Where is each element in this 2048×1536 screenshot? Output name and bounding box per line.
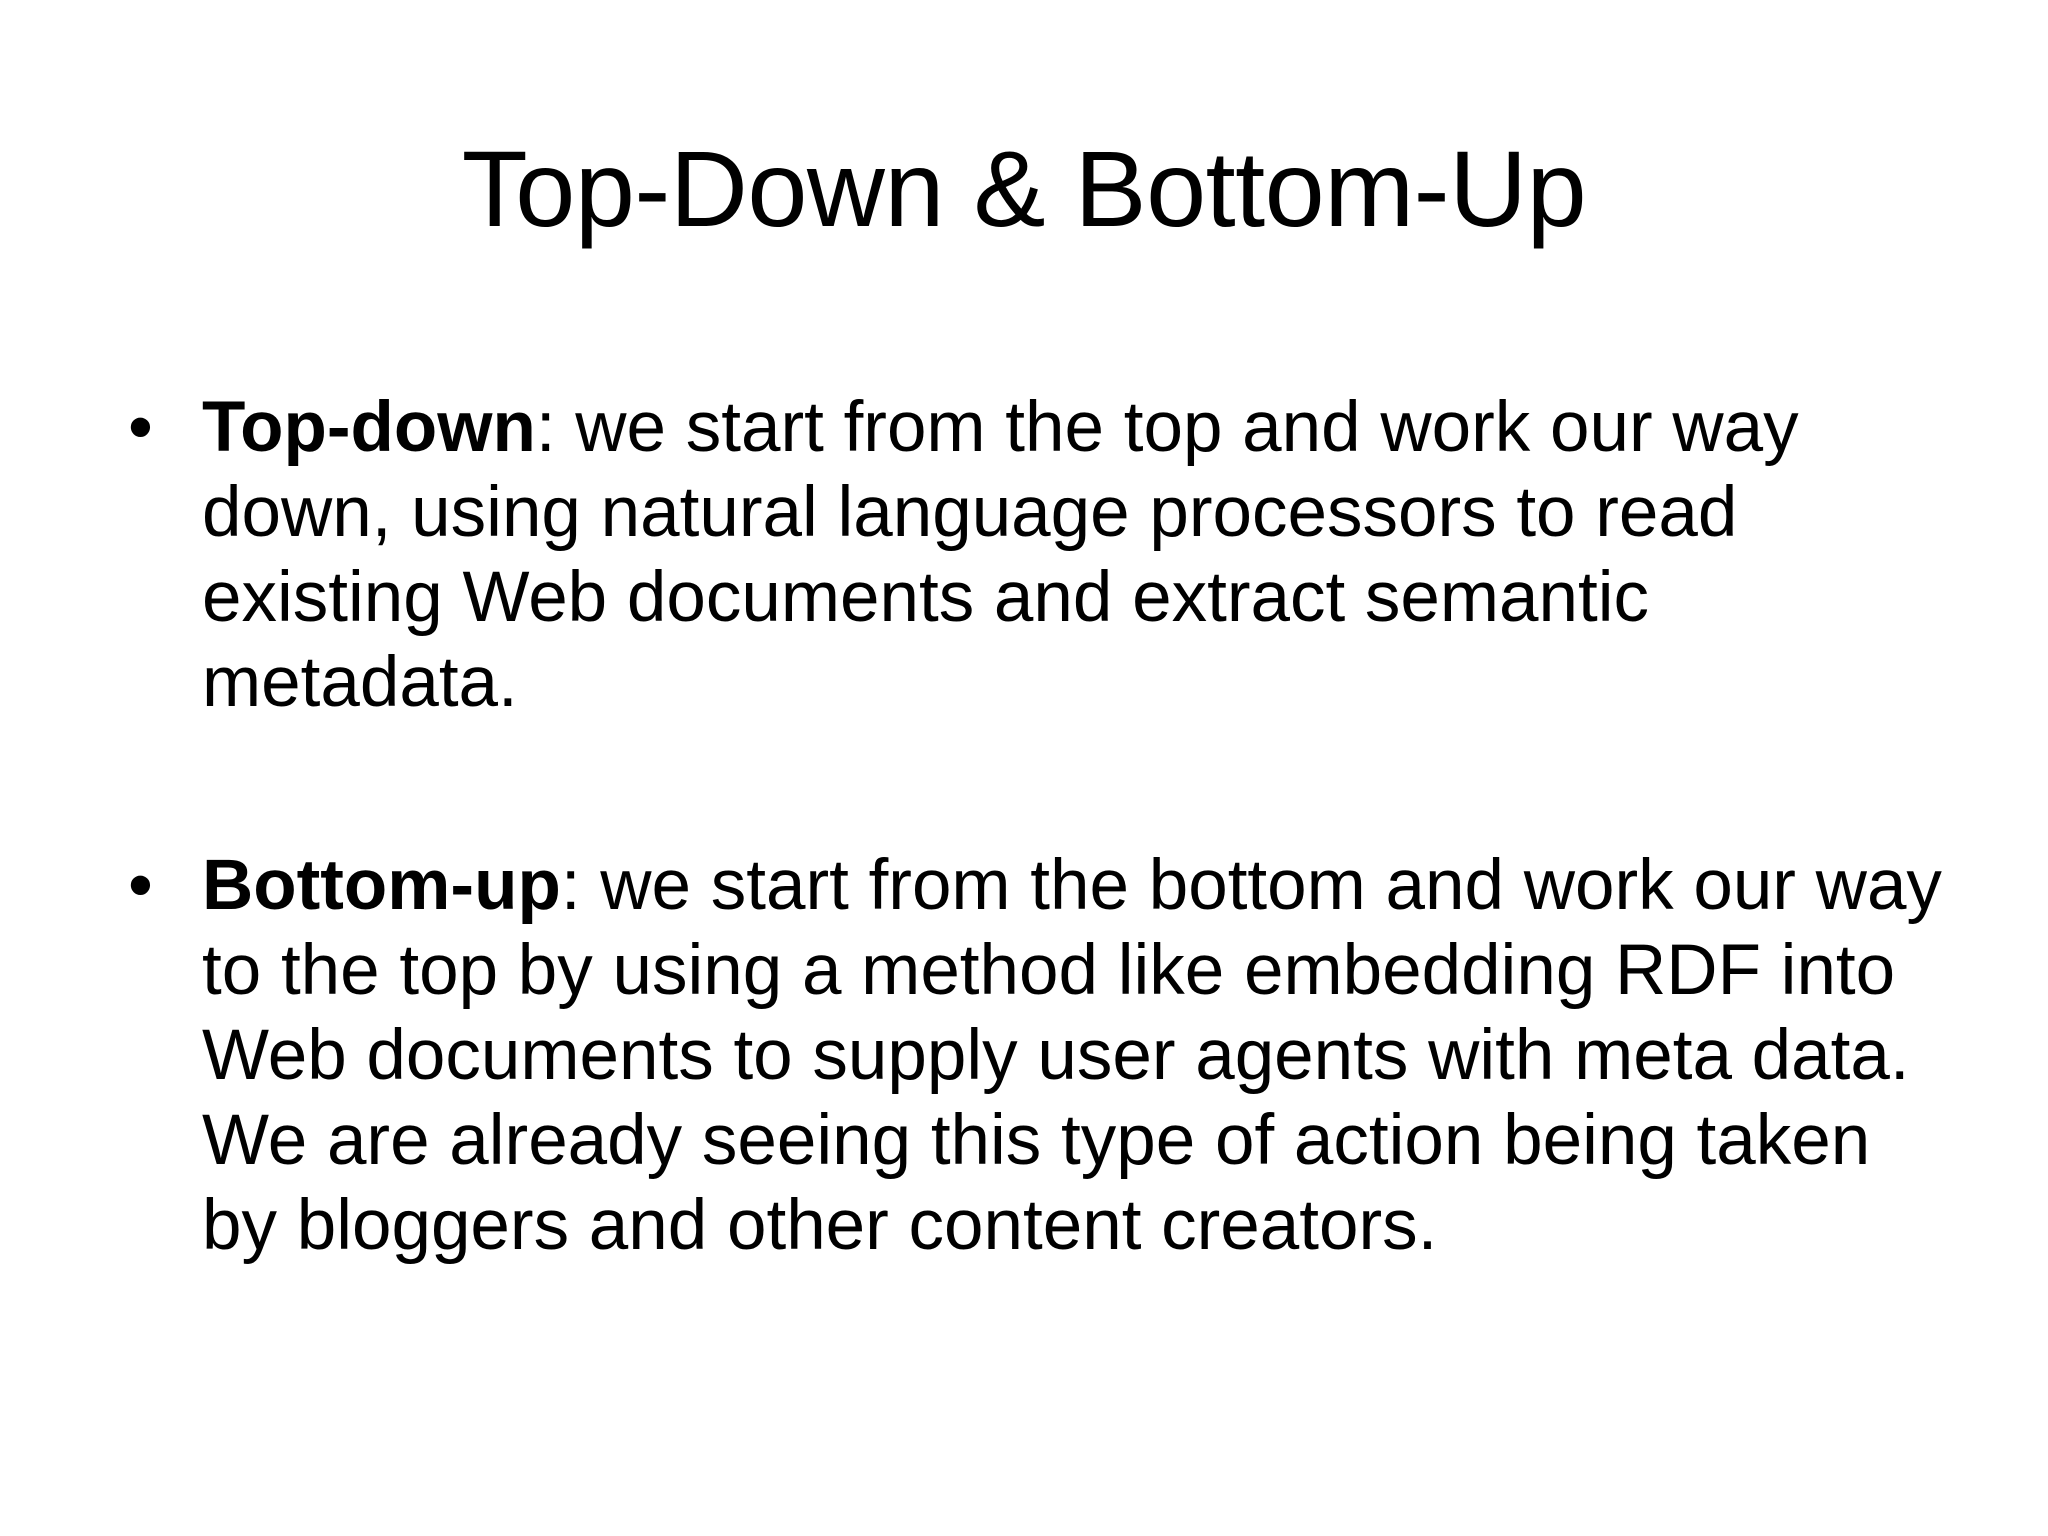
bullet-term-bottom-up: Bottom-up — [202, 846, 561, 925]
bullet-marker: • — [128, 846, 153, 925]
bullet-text-bottom-up: : we start from the bottom and work our way to the top by using a method like embedding RDF into Web documents to supply user agents with meta data. We are already seeing this type of action being taken by bloggers and other content creators. — [202, 846, 1942, 1265]
bullet-text-top-down: : we start from the top and work our way down, using natural language processors to read existing Web documents and extract semantic metadata. — [202, 388, 1799, 722]
bullet-term-top-down: Top-down — [202, 388, 536, 467]
bullet-list-bottom-up — [120, 843, 1960, 1268]
bullet-item-bottom-up — [120, 843, 1960, 1268]
bullet-marker: • — [128, 388, 153, 467]
bullet-list-top-down — [120, 385, 1960, 725]
bullet-item-top-down — [120, 385, 1960, 725]
slide-title: Top-Down & Bottom-Up — [461, 128, 1587, 249]
